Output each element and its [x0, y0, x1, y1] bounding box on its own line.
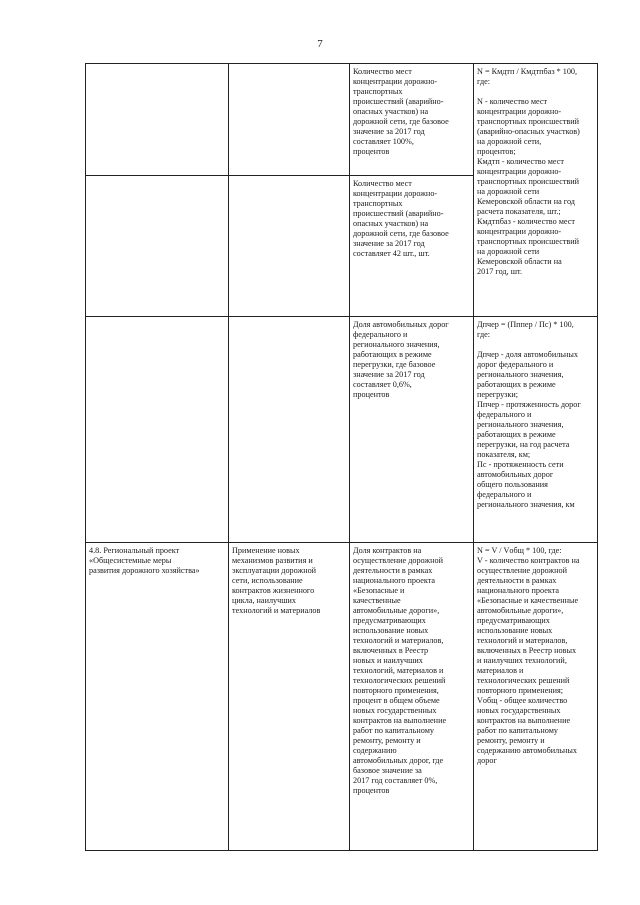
cell-indicator [350, 317, 474, 543]
indicator-table [85, 63, 598, 851]
cell-measure [229, 176, 350, 317]
cell-measure [229, 543, 350, 851]
table-row [86, 64, 598, 176]
cell-formula [474, 317, 598, 543]
cell-measure [229, 317, 350, 543]
project-text: 4.8. Региональный проект «Общесистемные меры развития дорожного хозяйства» [89, 546, 200, 575]
formula-text: N = Кмдтп / Кмдтпбаз * 100, где: N - количество мест концентрации дорожно- транспортных происшествий (аварийно-опасных участков) на дорожной сети, процентов; Кмдтп - количество мест концентрации дорожно- транспортных происшествий на дорожной сети Кемеровской области на год расчета показателя, шт.; Кмдтпбаз - количество мест концентрации дорожно- транспортных происшествий на дорожной сети Кемеровской области на 2017 год, шт. [477, 67, 580, 276]
cell-project [86, 317, 229, 543]
cell-indicator [350, 543, 474, 851]
cell-project [86, 176, 229, 317]
cell-measure [229, 64, 350, 176]
formula-text: Дпчер = (Пппер / Пс) * 100, где: Дпчер - доля автомобильных дорог федерального и регионального значения, работающих в режиме перегрузки; Ппчер - протяженность дорог федерального и регионального значения, работающих в режиме перегрузки, на год расчета показателя, км; Пс - протяженность сети автомобильных дорог общего пользования федерального и регионального значения, км [477, 320, 581, 509]
cell-indicator [350, 64, 474, 176]
cell-project [86, 64, 229, 176]
cell-project [86, 543, 229, 851]
indicator-text: Доля контрактов на осуществление дорожной деятельности в рамках национального проекта «Безопасные и качественные автомобильные дороги», предусматривающих использование новых технологий и материалов, включенных в Реестр новых и наилучших технологий, материалов и технологических решений повторного применения, процент в общем объеме новых государственных контрактов на выполнение работ по капитальному ремонту, ремонту и содержанию автомобильных дорог, где базовое значение за 2017 год составляет 0%, процентов [353, 546, 447, 795]
indicator-text: Количество мест концентрации дорожно- транспортных происшествий (аварийно- опасных участков) на дорожной сети, где базовое значение за 2017 год составляет 100%, процентов [353, 67, 449, 156]
table-row [86, 317, 598, 543]
cell-formula [474, 64, 598, 317]
formula-text: N = V / Vобщ * 100, где: V - количество контрактов на осуществление дорожной деятельности в рамках национального проекта «Безопасные и качественные автомобильные дороги», предусматривающих использование новых технологий и материалов, включенных в Реестр новых и наилучших технологий, материалов и технологических решений повторного применения; Vобщ - общее количество новых государственных контрактов на выполнение работ по капитальному ремонту, ремонту и содержанию автомобильных дорог [477, 546, 580, 765]
cell-formula [474, 543, 598, 851]
indicator-text: Доля автомобильных дорог федерального и регионального значения, работающих в режиме перегрузки, где базовое значение за 2017 год составляет 0,6%, процентов [353, 320, 449, 399]
page-number: 7 [317, 38, 323, 50]
measure-text: Применение новых механизмов развития и эксплуатации дорожной сети, использование контрактов жизненного цикла, наилучших технологий и материалов [232, 546, 321, 615]
indicator-text: Количество мест концентрации дорожно- транспортных происшествий (аварийно- опасных участков) на дорожной сети, где базовое значение за 2017 год составляет 42 шт., шт. [353, 179, 449, 258]
table-row [86, 543, 598, 851]
cell-indicator [350, 176, 474, 317]
